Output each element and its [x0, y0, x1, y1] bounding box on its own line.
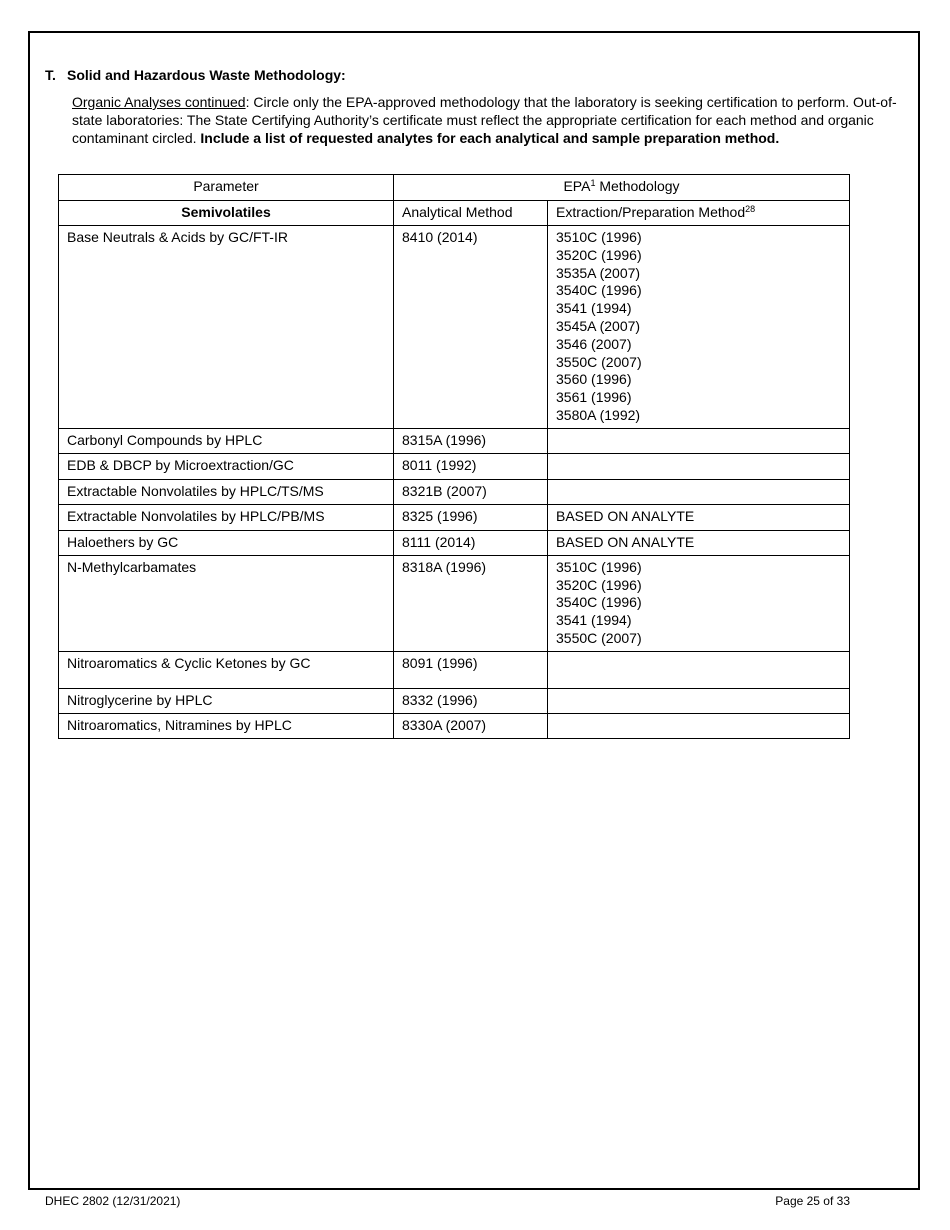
table-row — [59, 226, 850, 429]
preparation-method-item: 3540C (1996) — [556, 594, 642, 611]
analytical-method-cell: 8091 (1996) — [394, 651, 548, 688]
preparation-method-item: 3550C (2007) — [556, 629, 642, 646]
preparation-method-item: 3520C (1996) — [556, 246, 642, 263]
instructions-text: : Circle only the EPA-approved methodology that the laboratory is seeking certification to perform. Out-of-state laboratories: The State Certifying Authority’s certificate must reflect the appropriate certification for each method and organic contaminant circled. — [72, 94, 897, 146]
preparation-method-cell — [548, 504, 850, 530]
section-letter: T. — [45, 67, 56, 83]
preparation-method-item: 3545A (2007) — [556, 317, 641, 334]
preparation-method-item: 3580A (1992) — [556, 406, 641, 423]
instructions-bold: Include a list of requested analytes for each analytical and sample preparation method. — [200, 130, 780, 146]
parameter-cell: Nitroaromatics, Nitramines by HPLC — [59, 713, 394, 738]
table-row — [59, 530, 850, 555]
preparation-method-cell — [548, 651, 850, 688]
preparation-method-item: 3546 (2007) — [556, 335, 632, 352]
preparation-method-item: 3541 (1994) — [556, 612, 632, 629]
parameter-cell: N-Methylcarbamates — [59, 555, 394, 651]
table-row — [59, 651, 850, 688]
section-heading: Solid and Hazardous Waste Methodology: — [67, 67, 346, 83]
page-number: Page 25 of 33 — [775, 1194, 850, 1208]
subheader-extraction-method: Extraction/Preparation Method$^{28}$ — [548, 201, 850, 226]
preparation-method-cell — [548, 530, 850, 555]
methodology-table — [58, 174, 850, 739]
preparation-method-item: BASED ON ANALYTE — [556, 533, 695, 550]
table-row — [59, 555, 850, 651]
parameter-cell: Haloethers by GC — [59, 530, 394, 555]
table-subheader-row — [59, 201, 850, 226]
preparation-method-item: BASED ON ANALYTE — [556, 507, 695, 524]
preparation-method-cell — [548, 226, 850, 429]
analytical-method-cell: 8410 (2014) — [394, 226, 548, 429]
parameter-cell: Base Neutrals & Acids by GC/FT-IR — [59, 226, 394, 429]
preparation-method-item: 3520C (1996) — [556, 576, 642, 593]
analytical-method-cell: 8332 (1996) — [394, 688, 548, 713]
instructions-underlined: Organic Analyses continued — [72, 94, 246, 110]
preparation-method-item: 3510C (1996) — [556, 229, 642, 245]
table-row — [59, 713, 850, 738]
preparation-method-cell — [548, 479, 850, 504]
analytical-method-cell: 8011 (1992) — [394, 453, 548, 479]
table-header-row — [59, 175, 850, 201]
preparation-method-item: 3560 (1996) — [556, 371, 632, 388]
subheader-category: Semivolatiles — [59, 201, 394, 226]
parameter-cell: Extractable Nonvolatiles by HPLC/TS/MS — [59, 479, 394, 504]
form-id: DHEC 2802 (12/31/2021) — [45, 1194, 181, 1208]
header-parameter: Parameter — [59, 175, 394, 201]
parameter-cell: Carbonyl Compounds by HPLC — [59, 428, 394, 453]
analytical-method-cell: 8318A (1996) — [394, 555, 548, 651]
table-row — [59, 428, 850, 453]
analytical-method-cell: 8321B (2007) — [394, 479, 548, 504]
preparation-method-item: 3510C (1996) — [556, 558, 642, 575]
preparation-method-cell — [548, 713, 850, 738]
table-row — [59, 688, 850, 713]
preparation-method-item: 3541 (1994) — [556, 300, 632, 317]
preparation-method-cell — [548, 688, 850, 713]
parameter-cell: EDB & DBCP by Microextraction/GC — [59, 453, 394, 479]
analytical-method-cell: 8111 (2014) — [394, 530, 548, 555]
preparation-method-item: 3535A (2007) — [556, 264, 641, 281]
preparation-method-cell — [548, 555, 850, 651]
analytical-method-cell: 8315A (1996) — [394, 428, 548, 453]
preparation-method-item: 3550C (2007) — [556, 353, 642, 370]
header-epa-methodology: EPA$^1$ Methodology — [394, 175, 850, 201]
table-row — [59, 453, 850, 479]
analytical-method-cell: 8325 (1996) — [394, 504, 548, 530]
table-row — [59, 479, 850, 504]
preparation-method-item: 3561 (1996) — [556, 389, 632, 406]
instructions-paragraph — [72, 93, 912, 147]
preparation-method-cell — [548, 428, 850, 453]
analytical-method-cell: 8330A (2007) — [394, 713, 548, 738]
table-row — [59, 504, 850, 530]
section-title — [45, 67, 346, 83]
preparation-method-item: 3540C (1996) — [556, 282, 642, 299]
preparation-method-cell — [548, 453, 850, 479]
parameter-cell: Nitroaromatics & Cyclic Ketones by GC — [59, 651, 394, 688]
parameter-cell: Nitroglycerine by HPLC — [59, 688, 394, 713]
parameter-cell: Extractable Nonvolatiles by HPLC/PB/MS — [59, 504, 394, 530]
subheader-analytical-method: Analytical Method — [394, 201, 548, 226]
